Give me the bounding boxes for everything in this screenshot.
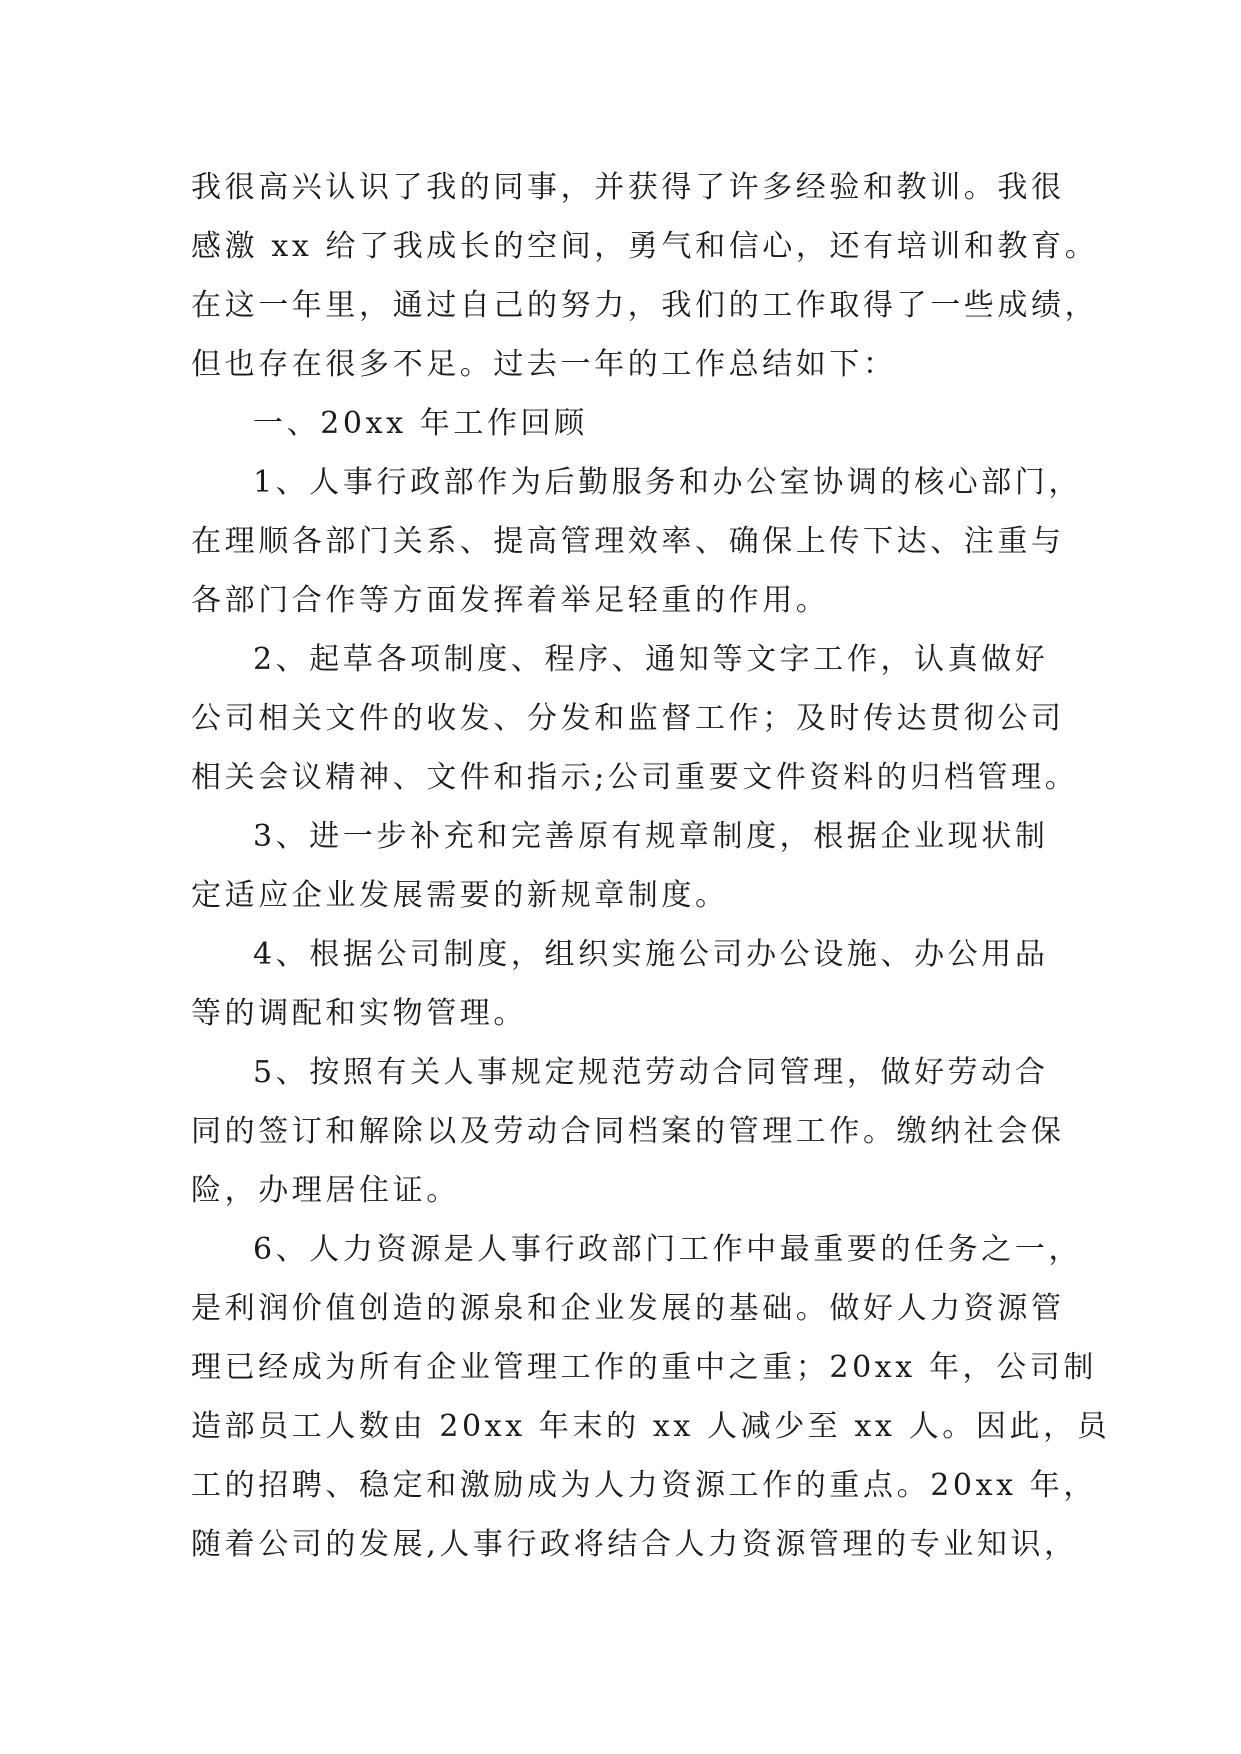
text-line: 在理顺各部门关系、提高管理效率、确保上传下达、注重与 <box>191 524 1065 559</box>
section-heading <box>191 394 1061 453</box>
paragraph-item-1 <box>191 453 1083 630</box>
text-line: 但也存在很多不足。过去一年的工作总结如下： <box>191 347 897 382</box>
text-line: 6、人力资源是人事行政部门工作中最重要的任务之一， <box>253 1232 1083 1267</box>
text-line: 3、进一步补充和完善原有规章制度，根据企业现状制 <box>253 819 1049 854</box>
text-line: 险，办理居住证。 <box>191 1173 460 1208</box>
text-line: 定适应企业发展需要的新规章制度。 <box>191 878 729 913</box>
paragraph-item-6 <box>191 1220 1111 1574</box>
text-line: 我很高兴认识了我的同事，并获得了许多经验和教训。我很 <box>191 170 1065 205</box>
heading-line: 一、20xx 年工作回顾 <box>253 406 588 441</box>
paragraph-intro <box>191 158 1099 394</box>
text-line: 公司相关文件的收发、分发和监督工作；及时传达贯彻公司 <box>191 701 1065 736</box>
document-body <box>191 158 1111 1574</box>
text-line: 4、根据公司制度，组织实施公司办公设施、办公用品 <box>253 937 1049 972</box>
text-line: 5、按照有关人事规定规范劳动合同管理，做好劳动合 <box>253 1055 1049 1090</box>
paragraph-item-5 <box>191 1043 1065 1220</box>
text-line: 同的签订和解除以及劳动合同档案的管理工作。缴纳社会保 <box>191 1114 1065 1149</box>
text-line: 随着公司的发展,人事行政将结合人力资源管理的专业知识， <box>191 1527 1078 1562</box>
text-line: 相关会议精神、文件和指示;公司重要文件资料的归档管理。 <box>191 760 1079 795</box>
text-line: 1、人事行政部作为后勤服务和办公室协调的核心部门， <box>253 465 1083 500</box>
text-line: 感激 xx 给了我成长的空间，勇气和信心，还有培训和教育。 <box>191 229 1099 264</box>
text-line: 理已经成为所有企业管理工作的重中之重；20xx 年，公司制 <box>191 1350 1097 1385</box>
text-line: 在这一年里，通过自己的努力，我们的工作取得了一些成绩， <box>191 288 1099 323</box>
paragraph-item-3 <box>191 807 1061 925</box>
text-line: 工的招聘、稳定和激励成为人力资源工作的重点。20xx 年， <box>191 1468 1097 1503</box>
paragraph-item-4 <box>191 925 1061 1043</box>
paragraph-item-2 <box>191 630 1079 807</box>
text-line: 造部员工人数由 20xx 年末的 xx 人减少至 xx 人。因此，员 <box>191 1409 1111 1444</box>
text-line: 各部门合作等方面发挥着举足轻重的作用。 <box>191 583 830 618</box>
text-line: 2、起草各项制度、程序、通知等文字工作，认真做好 <box>253 642 1049 677</box>
text-line: 是利润价值创造的源泉和企业发展的基础。做好人力资源管 <box>191 1291 1065 1326</box>
text-line: 等的调配和实物管理。 <box>191 996 527 1031</box>
